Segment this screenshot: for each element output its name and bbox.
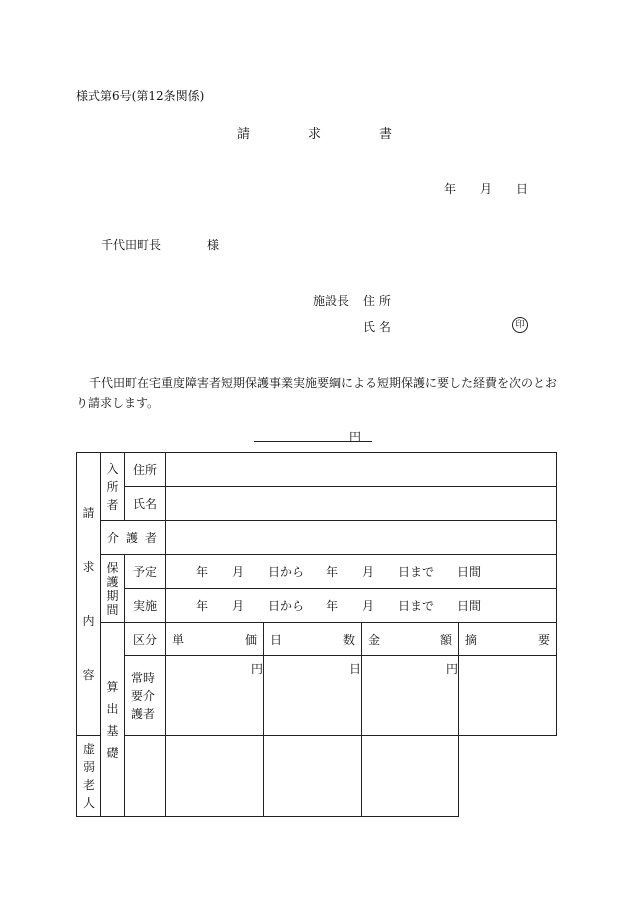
row-frail-elderly-label: 虚弱 老人 — [77, 736, 101, 817]
body-text-line1: 千代田町在宅重度障害者短期保護事業実施要綱による短期保護に要した経費を次のとお — [89, 376, 558, 390]
actual-label: 実施 — [125, 589, 166, 623]
resident-address-label: 住所 — [125, 453, 166, 487]
resident-address-field[interactable] — [166, 453, 557, 487]
period-label: 保 護 期 間 — [101, 555, 125, 623]
resident-label: 入 所 者 — [101, 453, 125, 521]
resident-name-field[interactable] — [166, 487, 557, 521]
addressee-name: 千代田町長 — [101, 238, 162, 252]
body-text-line2: り請求します。 — [76, 396, 160, 410]
facility-address-label: 住 所 — [363, 294, 391, 308]
calc-basis-label: 算 出 基 礎 — [101, 623, 125, 817]
caregiver-field[interactable] — [166, 521, 557, 555]
title-char-3: 書 — [379, 127, 393, 142]
planned-period-field[interactable]: 年 月 日から 年 月 日まで 日間 — [166, 555, 557, 589]
actual-period-field[interactable]: 年 月 日から 年 月 日まで 日間 — [166, 589, 557, 623]
date-day: 日 — [516, 182, 529, 196]
amount-unit: 円 — [349, 430, 362, 444]
days-header: 日 数 — [264, 623, 362, 656]
amount-underline — [254, 441, 372, 442]
date-month: 月 — [480, 182, 493, 196]
form-number: 様式第6号(第12条関係) — [76, 89, 205, 103]
row2-amount-field[interactable] — [264, 736, 362, 817]
row1-amount-field[interactable]: 円 — [362, 656, 459, 736]
row2-days-field[interactable] — [166, 736, 264, 817]
title-char-1: 請 — [237, 127, 251, 142]
resident-name-label: 氏名 — [125, 487, 166, 521]
date-year: 年 — [444, 182, 457, 196]
planned-label: 予定 — [125, 555, 166, 589]
category-header: 区分 — [125, 623, 166, 656]
addressee-honorific: 様 — [207, 238, 220, 252]
row-constant-care-label: 常時 要介 護者 — [125, 656, 166, 736]
caregiver-label: 介 護 者 — [101, 521, 166, 555]
section-label: 請 求 内 容 — [77, 453, 101, 736]
facility-name-label: 氏 名 — [363, 320, 391, 334]
amount-header: 金 額 — [362, 623, 459, 656]
unit-price-header: 単 価 — [166, 623, 264, 656]
row1-remarks-field[interactable] — [459, 656, 557, 736]
row1-unit-price-field[interactable]: 円 — [166, 656, 264, 736]
facility-head-label: 施設長 — [313, 294, 350, 308]
title-char-2: 求 — [308, 127, 322, 142]
request-details-table — [76, 452, 557, 817]
document-title — [0, 123, 630, 143]
row2-remarks-field[interactable] — [362, 736, 459, 817]
seal-mark: 印 — [512, 317, 528, 333]
row1-days-field[interactable]: 日 — [264, 656, 362, 736]
row2-unit-price-field[interactable] — [125, 736, 166, 817]
remarks-header: 摘 要 — [459, 623, 557, 656]
